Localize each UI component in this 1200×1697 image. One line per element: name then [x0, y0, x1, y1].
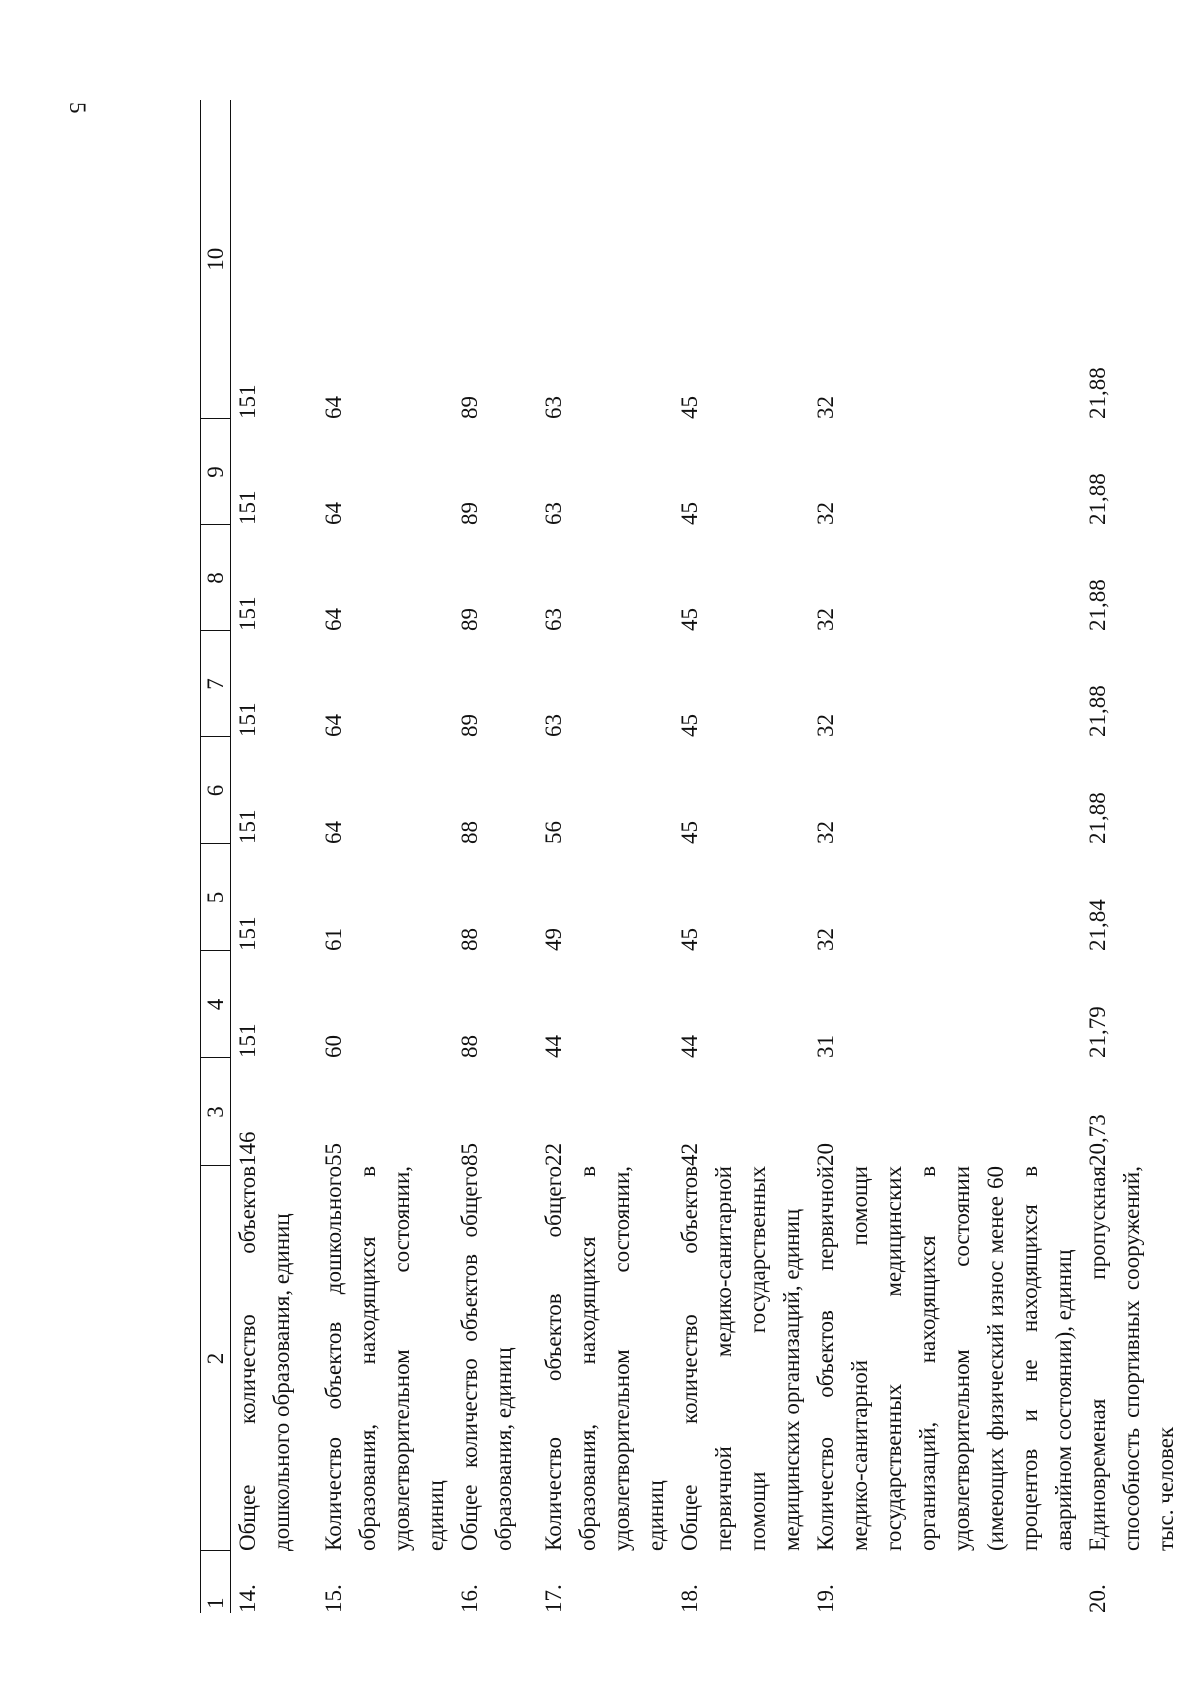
- column-header: 8: [201, 525, 231, 631]
- row-number: 15.: [320, 1584, 346, 1613]
- table-cell: 49: [540, 928, 566, 951]
- column-header: 3: [201, 1058, 231, 1166]
- row-label: Общее количество объектов дошкольного образования, единиц: [235, 1166, 294, 1551]
- table-cell: 45: [676, 608, 702, 631]
- table-cell: 89: [456, 608, 482, 631]
- table-cell: 61: [320, 928, 346, 951]
- table-cell: 45: [676, 502, 702, 525]
- table-cell: 63: [540, 396, 566, 419]
- table-cell: 63: [540, 608, 566, 631]
- table-row: [673, 100, 809, 1613]
- row-number: 14.: [235, 1584, 260, 1613]
- table-cell: 151: [235, 809, 260, 844]
- table-cell: 44: [540, 1035, 566, 1058]
- table-cell: 45: [676, 821, 702, 844]
- row-number: 18.: [676, 1584, 702, 1613]
- column-header: 1: [201, 1551, 231, 1613]
- indicators-table: [200, 100, 1183, 1613]
- table-cell: 63: [540, 502, 566, 525]
- table-cell: 21,79: [1084, 1006, 1110, 1058]
- table-cell: 42: [676, 1143, 702, 1166]
- table-cell: 151: [235, 490, 260, 525]
- column-header: 7: [201, 631, 231, 737]
- table-cell: 56: [540, 821, 566, 844]
- table-cell: 20: [812, 1143, 838, 1166]
- page-number: 5: [65, 102, 90, 114]
- table-cell: 151: [235, 916, 260, 951]
- column-header: 4: [201, 951, 231, 1058]
- table-cell: 151: [235, 596, 260, 631]
- table-cell: 21,88: [1084, 579, 1110, 631]
- table-cell: 21,88: [1084, 367, 1110, 419]
- row-label: Количество объектов общего образования, находящихся в удовлетворительном состоянии, единиц: [540, 1166, 668, 1551]
- row-label: Количество объектов дошкольного образования, находящихся в удовлетворительном состоянии, единиц: [320, 1166, 448, 1551]
- table-cell: 151: [235, 384, 260, 419]
- table-cell: 21,88: [1084, 473, 1110, 525]
- table-cell: 45: [676, 396, 702, 419]
- table-row: [317, 100, 453, 1613]
- column-header: 6: [201, 737, 231, 844]
- column-header: 9: [201, 419, 231, 525]
- table-cell: 151: [235, 702, 260, 737]
- table-cell: 32: [812, 714, 838, 737]
- table-cell: 151: [235, 1023, 260, 1058]
- table-cell: 21,88: [1084, 792, 1110, 844]
- row-label: Общее количество объектов первичной медико-санитарной помощи государственных медицинских организаций, единиц: [676, 1166, 804, 1551]
- table-row: [453, 100, 537, 1613]
- table-cell: 88: [456, 928, 482, 951]
- row-label: Количество объектов первичной медико-санитарной помощи государственных медицинских организаций, находящихся в удовлетворительном состоянии (имеющих физический износ менее 60 процентов и не находящихся в аварийном состоянии), единиц: [812, 1166, 1076, 1551]
- table-cell: 21,88: [1084, 685, 1110, 737]
- table-cell: 64: [320, 608, 346, 631]
- table-row: [809, 100, 1081, 1613]
- table-cell: 44: [676, 1035, 702, 1058]
- table-cell: 146: [235, 1131, 260, 1166]
- table-cell: 45: [676, 928, 702, 951]
- table-cell: 85: [456, 1143, 482, 1166]
- row-number: 20.: [1084, 1584, 1110, 1613]
- column-header: 5: [201, 844, 231, 951]
- table-row: [537, 100, 673, 1613]
- table-cell: 32: [812, 928, 838, 951]
- table-cell: 32: [812, 396, 838, 419]
- row-number: 17.: [540, 1584, 566, 1613]
- table-cell: 32: [812, 608, 838, 631]
- table-row: [1081, 100, 1183, 1613]
- table-cell: 89: [456, 714, 482, 737]
- table-cell: 55: [320, 1143, 346, 1166]
- table-cell: 21,84: [1084, 899, 1110, 951]
- table-cell: 64: [320, 396, 346, 419]
- row-number: 16.: [456, 1584, 482, 1613]
- table-cell: 31: [812, 1035, 838, 1058]
- table-cell: 45: [676, 714, 702, 737]
- table-cell: 89: [456, 396, 482, 419]
- table-cell: 60: [320, 1035, 346, 1058]
- table-cell: 88: [456, 1035, 482, 1058]
- table-row: [231, 100, 317, 1613]
- table-cell: 22: [540, 1143, 566, 1166]
- table-cell: 32: [812, 821, 838, 844]
- table-cell: 64: [320, 714, 346, 737]
- column-number-header-row: [201, 100, 231, 1613]
- row-label: Общее количество объектов общего образования, единиц: [456, 1166, 516, 1551]
- rotated-table-container: [200, 100, 1178, 1613]
- row-label: Единовременая пропускная способность спортивных сооружений, тыс. человек: [1084, 1166, 1178, 1551]
- table-cell: 64: [320, 502, 346, 525]
- table-cell: 20,73: [1084, 1114, 1110, 1166]
- row-number: 19.: [812, 1584, 838, 1613]
- table-cell: 89: [456, 502, 482, 525]
- table-cell: 63: [540, 714, 566, 737]
- column-header: 2: [201, 1166, 231, 1551]
- column-header: 10: [201, 100, 231, 419]
- table-cell: 64: [320, 821, 346, 844]
- table-cell: 32: [812, 502, 838, 525]
- table-cell: 88: [456, 821, 482, 844]
